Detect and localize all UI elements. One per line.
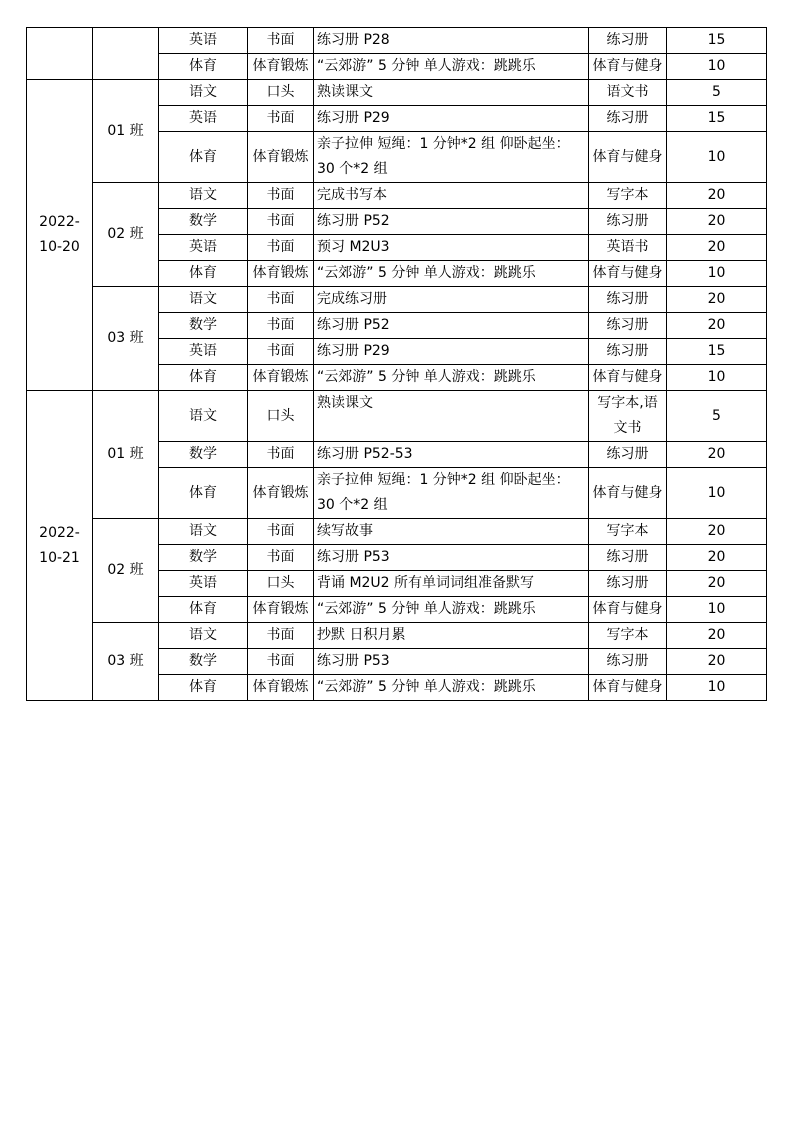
minutes-cell: 20	[667, 183, 767, 209]
minutes-cell: 10	[667, 132, 767, 183]
subject-cell: 语文	[159, 80, 248, 106]
subject-cell: 英语	[159, 571, 248, 597]
minutes-cell: 10	[667, 468, 767, 519]
type-cell: 口头	[248, 571, 314, 597]
subject-cell: 语文	[159, 623, 248, 649]
content-cell: “云郊游” 5 分钟 单人游戏：跳跳乐	[314, 675, 589, 701]
table-row	[27, 519, 767, 545]
table-row	[27, 623, 767, 649]
table-row	[27, 287, 767, 313]
type-cell: 书面	[248, 545, 314, 571]
subject-cell: 体育	[159, 54, 248, 80]
subject-cell: 英语	[159, 106, 248, 132]
content-cell: 预习 M2U3	[314, 235, 589, 261]
content-cell: 练习册 P53	[314, 649, 589, 675]
homework-table	[26, 27, 767, 701]
minutes-cell: 10	[667, 675, 767, 701]
content-cell: “云郊游” 5 分钟 单人游戏：跳跳乐	[314, 261, 589, 287]
class-cell: 02 班	[93, 183, 159, 287]
minutes-cell: 20	[667, 235, 767, 261]
material-cell: 练习册	[589, 571, 667, 597]
class-cell: 03 班	[93, 623, 159, 701]
content-cell: 练习册 P53	[314, 545, 589, 571]
subject-cell: 语文	[159, 519, 248, 545]
minutes-cell: 20	[667, 209, 767, 235]
content-cell: “云郊游” 5 分钟 单人游戏：跳跳乐	[314, 365, 589, 391]
content-cell: 背诵 M2U2 所有单词词组准备默写	[314, 571, 589, 597]
type-cell: 体育锻炼	[248, 675, 314, 701]
material-cell: 练习册	[589, 313, 667, 339]
content-cell: 亲子拉伸 短绳：1 分钟*2 组 仰卧起坐：30 个*2 组	[314, 468, 589, 519]
subject-cell: 数学	[159, 442, 248, 468]
minutes-cell: 15	[667, 106, 767, 132]
material-cell: 体育与健身	[589, 261, 667, 287]
type-cell: 口头	[248, 80, 314, 106]
type-cell: 书面	[248, 313, 314, 339]
material-cell: 写字本	[589, 623, 667, 649]
table-row	[27, 28, 767, 54]
minutes-cell: 20	[667, 545, 767, 571]
subject-cell: 体育	[159, 365, 248, 391]
type-cell: 体育锻炼	[248, 54, 314, 80]
material-cell: 练习册	[589, 106, 667, 132]
content-cell: 练习册 P52	[314, 209, 589, 235]
content-cell: 抄默 日积月累	[314, 623, 589, 649]
subject-cell: 数学	[159, 649, 248, 675]
content-cell: “云郊游” 5 分钟 单人游戏：跳跳乐	[314, 54, 589, 80]
class-cell: 01 班	[93, 391, 159, 519]
content-cell: 练习册 P29	[314, 339, 589, 365]
type-cell: 体育锻炼	[248, 365, 314, 391]
type-cell: 书面	[248, 28, 314, 54]
material-cell: 练习册	[589, 28, 667, 54]
content-cell: 练习册 P28	[314, 28, 589, 54]
minutes-cell: 20	[667, 313, 767, 339]
minutes-cell: 10	[667, 261, 767, 287]
content-cell: 练习册 P52	[314, 313, 589, 339]
type-cell: 书面	[248, 106, 314, 132]
content-cell: 熟读课文	[314, 391, 589, 442]
material-cell: 体育与健身	[589, 468, 667, 519]
type-cell: 书面	[248, 519, 314, 545]
type-cell: 体育锻炼	[248, 261, 314, 287]
minutes-cell: 20	[667, 649, 767, 675]
minutes-cell: 10	[667, 365, 767, 391]
subject-cell: 数学	[159, 313, 248, 339]
material-cell: 练习册	[589, 287, 667, 313]
material-cell: 体育与健身	[589, 365, 667, 391]
minutes-cell: 10	[667, 54, 767, 80]
table-row	[27, 183, 767, 209]
minutes-cell: 15	[667, 339, 767, 365]
class-cell: 03 班	[93, 287, 159, 391]
content-cell: 练习册 P52-53	[314, 442, 589, 468]
material-cell: 练习册	[589, 545, 667, 571]
minutes-cell: 20	[667, 623, 767, 649]
material-cell: 练习册	[589, 649, 667, 675]
subject-cell: 英语	[159, 235, 248, 261]
subject-cell: 体育	[159, 597, 248, 623]
date-cell: 2022-10-20	[27, 80, 93, 391]
subject-cell: 体育	[159, 675, 248, 701]
content-cell: 完成书写本	[314, 183, 589, 209]
class-cell: 01 班	[93, 80, 159, 183]
type-cell: 书面	[248, 442, 314, 468]
material-cell: 写字本,语文书	[589, 391, 667, 442]
minutes-cell: 20	[667, 571, 767, 597]
content-cell: 亲子拉伸 短绳：1 分钟*2 组 仰卧起坐：30 个*2 组	[314, 132, 589, 183]
subject-cell: 语文	[159, 287, 248, 313]
minutes-cell: 20	[667, 442, 767, 468]
content-cell: 练习册 P29	[314, 106, 589, 132]
type-cell: 书面	[248, 623, 314, 649]
subject-cell: 体育	[159, 261, 248, 287]
material-cell: 体育与健身	[589, 675, 667, 701]
type-cell: 体育锻炼	[248, 468, 314, 519]
type-cell: 口头	[248, 391, 314, 442]
type-cell: 书面	[248, 649, 314, 675]
subject-cell: 数学	[159, 545, 248, 571]
material-cell: 体育与健身	[589, 132, 667, 183]
material-cell: 语文书	[589, 80, 667, 106]
minutes-cell: 20	[667, 287, 767, 313]
subject-cell: 英语	[159, 28, 248, 54]
type-cell: 体育锻炼	[248, 132, 314, 183]
material-cell: 体育与健身	[589, 54, 667, 80]
type-cell: 书面	[248, 287, 314, 313]
minutes-cell: 20	[667, 519, 767, 545]
material-cell: 写字本	[589, 519, 667, 545]
minutes-cell: 5	[667, 391, 767, 442]
date-cell	[27, 28, 93, 80]
type-cell: 书面	[248, 339, 314, 365]
material-cell: 体育与健身	[589, 597, 667, 623]
table-row	[27, 391, 767, 442]
material-cell: 练习册	[589, 209, 667, 235]
subject-cell: 语文	[159, 183, 248, 209]
material-cell: 练习册	[589, 442, 667, 468]
minutes-cell: 10	[667, 597, 767, 623]
content-cell: 续写故事	[314, 519, 589, 545]
subject-cell: 数学	[159, 209, 248, 235]
subject-cell: 英语	[159, 339, 248, 365]
content-cell: 熟读课文	[314, 80, 589, 106]
type-cell: 书面	[248, 235, 314, 261]
material-cell: 英语书	[589, 235, 667, 261]
table-row	[27, 80, 767, 106]
subject-cell: 语文	[159, 391, 248, 442]
type-cell: 书面	[248, 209, 314, 235]
class-cell	[93, 28, 159, 80]
minutes-cell: 15	[667, 28, 767, 54]
content-cell: 完成练习册	[314, 287, 589, 313]
material-cell: 写字本	[589, 183, 667, 209]
material-cell: 练习册	[589, 339, 667, 365]
minutes-cell: 5	[667, 80, 767, 106]
date-cell: 2022-10-21	[27, 391, 93, 701]
class-cell: 02 班	[93, 519, 159, 623]
subject-cell: 体育	[159, 132, 248, 183]
content-cell: “云郊游” 5 分钟 单人游戏：跳跳乐	[314, 597, 589, 623]
type-cell: 体育锻炼	[248, 597, 314, 623]
subject-cell: 体育	[159, 468, 248, 519]
type-cell: 书面	[248, 183, 314, 209]
